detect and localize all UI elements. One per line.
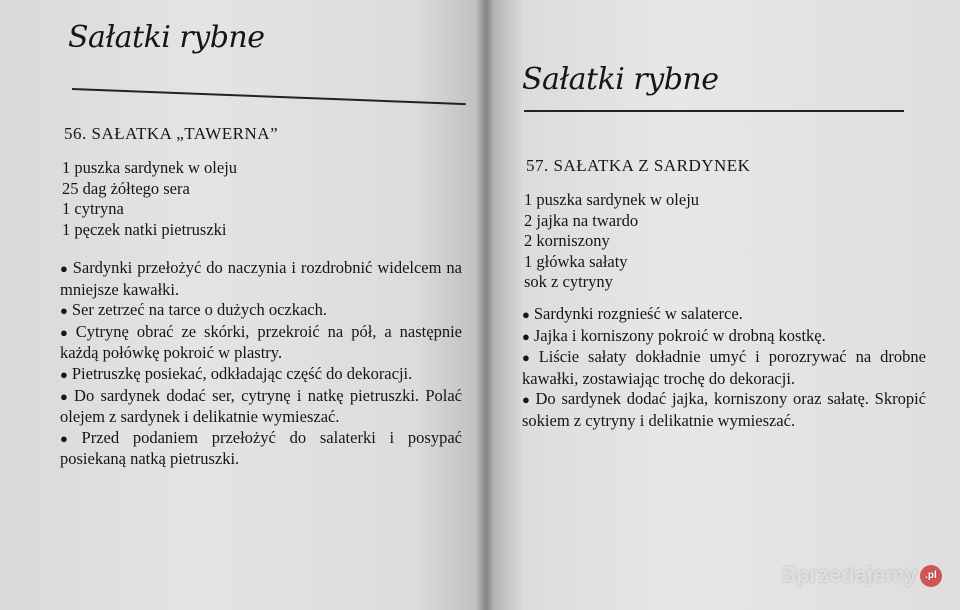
ingredient-item: 25 dag żółtego sera bbox=[62, 178, 190, 198]
watermark-logo bbox=[781, 562, 942, 588]
recipe-title-56: 56. SAŁATKA „TAWERNA” bbox=[64, 124, 279, 143]
step-text: Ser zetrzeć na tarce o dużych oczkach. bbox=[71, 300, 327, 320]
step-item bbox=[522, 389, 926, 431]
step-item bbox=[60, 364, 462, 386]
step-text: Przed podaniem przełożyć do salaterki i posypać posiekaną natką pietruszki. bbox=[60, 427, 462, 469]
step-text: Liście sałaty dokładnie umyć i porozrywać na drobne kawałki, zostawiając trochę do dekoracji. bbox=[522, 347, 926, 388]
step-item bbox=[522, 326, 926, 348]
left-header-rule bbox=[72, 88, 466, 105]
ingredient-item: 1 puszka sardynek w oleju bbox=[62, 158, 238, 177]
book-gutter bbox=[476, 0, 494, 610]
step-item bbox=[60, 300, 462, 322]
recipe-title-57: 57. SAŁATKA Z SARDYNEK bbox=[526, 156, 751, 175]
watermark-badge: .pl bbox=[920, 565, 942, 587]
ingredient-item: 1 główka sałaty bbox=[524, 251, 628, 271]
step-text: Sardynki przełożyć do naczynia i rozdrobnić widelcem na mniejsze kawałki. bbox=[60, 258, 462, 299]
step-text: Pietruszkę posiekać, odkładając część do dekoracji. bbox=[71, 363, 413, 383]
step-text: Do sardynek dodać ser, cytrynę i natkę pietruszki. Polać olejem z sardynek i delikatnie wymieszać. bbox=[60, 385, 463, 427]
watermark-text: Sprzedajemy bbox=[781, 562, 917, 587]
step-text: Do sardynek dodać jajka, korniszony oraz sałatę. Skropić sokiem z cytryny i delikatnie wymieszać. bbox=[522, 389, 927, 430]
step-text: Cytrynę obrać ze skórki, przekroić na pół, a następnie każdą połówkę pokroić w plastry. bbox=[60, 321, 462, 363]
ingredients-list-57 bbox=[524, 190, 914, 293]
bullet-icon: ● bbox=[60, 261, 69, 276]
bullet-icon: ● bbox=[60, 366, 68, 382]
ingredient-item: 1 cytryna bbox=[62, 199, 124, 219]
step-text: Jajka i korniszony pokroić w drobną kostkę. bbox=[533, 325, 826, 345]
right-page-header: Sałatki rybne bbox=[522, 62, 719, 97]
step-item bbox=[522, 347, 926, 389]
ingredient-item: 1 puszka sardynek w oleju bbox=[524, 190, 700, 209]
step-item bbox=[60, 258, 462, 300]
bullet-icon: ● bbox=[522, 350, 535, 366]
step-item bbox=[522, 304, 926, 326]
ingredients-list-56 bbox=[62, 158, 462, 240]
bullet-icon: ● bbox=[60, 430, 78, 446]
ingredient-item: 2 korniszony bbox=[524, 231, 610, 251]
bullet-icon: ● bbox=[60, 303, 68, 319]
bullet-icon: ● bbox=[522, 328, 530, 344]
ingredient-item: sok z cytryny bbox=[524, 272, 613, 292]
bullet-icon: ● bbox=[60, 324, 72, 340]
step-item bbox=[60, 428, 462, 470]
bullet-icon: ● bbox=[522, 307, 530, 322]
left-page-header: Sałatki rybne bbox=[68, 20, 265, 55]
bullet-icon: ● bbox=[522, 392, 532, 408]
right-header-rule bbox=[524, 110, 904, 112]
steps-list-57 bbox=[522, 304, 926, 432]
right-page bbox=[486, 0, 960, 610]
ingredient-item: 2 jajka na twardo bbox=[524, 210, 639, 230]
step-item bbox=[60, 322, 462, 364]
ingredient-item: 1 pęczek natki pietruszki bbox=[62, 219, 227, 239]
step-item bbox=[60, 386, 462, 428]
bullet-icon: ● bbox=[60, 388, 71, 404]
step-text: Sardynki rozgnieść w salaterce. bbox=[533, 304, 743, 323]
steps-list-56 bbox=[60, 258, 462, 470]
